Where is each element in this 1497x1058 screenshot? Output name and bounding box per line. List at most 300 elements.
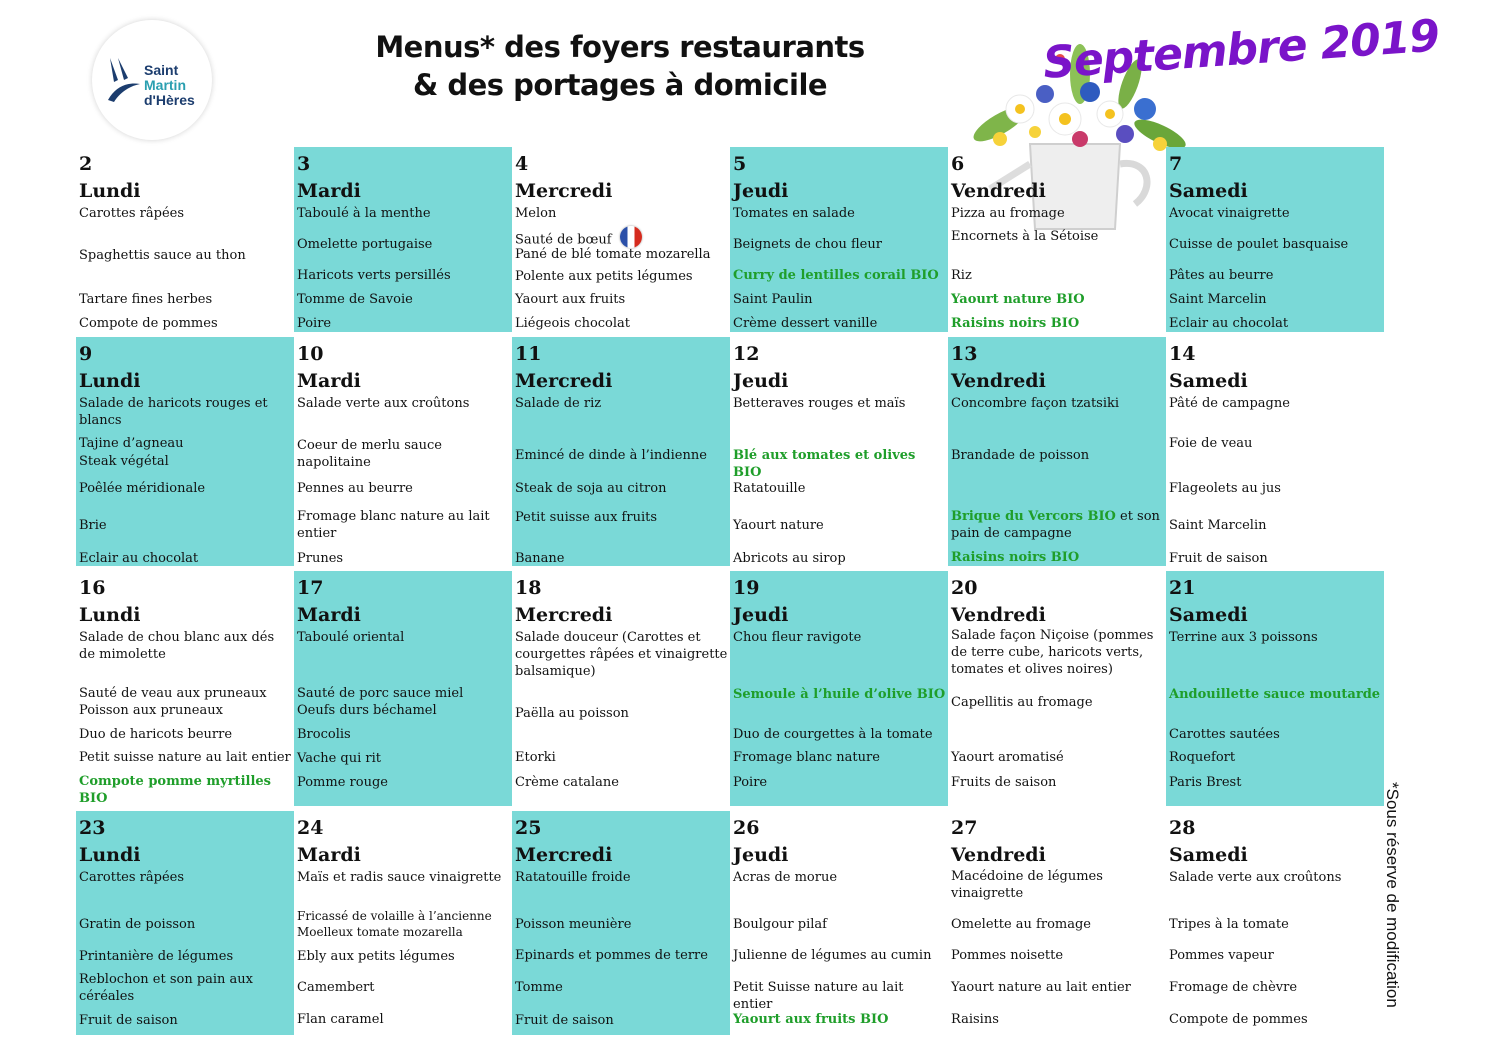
menu-item-text: Salade de haricots rouges et blancs	[79, 396, 268, 428]
menu-item	[1169, 435, 1382, 452]
day-cell	[294, 337, 512, 571]
menu-item-text: Boulgour pilaf	[733, 917, 827, 932]
menu-item	[297, 291, 510, 308]
menu-item-text: Carottes râpées	[79, 206, 185, 221]
menu-item-text: Curry de lentilles corail BIO	[733, 268, 939, 283]
day-name: Vendredi	[951, 604, 1046, 626]
day-cell	[948, 337, 1166, 571]
day-number: 25	[515, 817, 542, 839]
menu-item	[1169, 686, 1382, 703]
day-name: Vendredi	[951, 180, 1046, 202]
menu-item	[79, 773, 292, 807]
menu-item	[79, 517, 292, 534]
menu-item	[79, 453, 292, 470]
menu-item	[1169, 395, 1382, 412]
menu-item	[733, 686, 946, 703]
menu-item-text: Gratin de poisson	[79, 917, 196, 932]
menu-item	[297, 508, 510, 542]
logo-swoosh-icon	[106, 56, 142, 104]
day-cell	[76, 811, 294, 1040]
menu-item	[515, 550, 728, 567]
menu-item-text: Salade façon Niçoise (pommes de terre cube, haricots verts, tomates et olives noires)	[951, 628, 1154, 677]
menu-item	[951, 1011, 1164, 1028]
menu-item-text: Oeufs durs béchamel	[297, 703, 437, 718]
day-name: Lundi	[79, 370, 141, 392]
menu-item	[297, 685, 510, 702]
day-name: Samedi	[1169, 370, 1248, 392]
menu-item-text: Polente aux petits légumes	[515, 269, 693, 284]
day-number: 26	[733, 817, 760, 839]
menu-item-text: Epinards et pommes de terre	[515, 948, 708, 963]
menu-item-text: Saint Marcelin	[1169, 292, 1267, 307]
menu-item	[79, 480, 292, 497]
day-name: Samedi	[1169, 844, 1248, 866]
menu-item-text: Poire	[297, 316, 332, 331]
menu-item-text: Tartare fines herbes	[79, 292, 213, 307]
day-cell	[730, 811, 948, 1040]
disclaimer-note: *Sous réserve de modification	[1383, 782, 1402, 1008]
menu-item-text: Concombre façon tzatsiki	[951, 396, 1120, 411]
menu-item	[79, 685, 292, 702]
menu-item	[733, 979, 946, 1013]
menu-item-text: Brocolis	[297, 727, 351, 742]
menu-item	[733, 447, 946, 481]
day-name: Mercredi	[515, 844, 613, 866]
menu-item	[1169, 979, 1382, 996]
day-number: 24	[297, 817, 324, 839]
menu-item-text: Poire	[733, 775, 768, 790]
menu-item	[1169, 550, 1382, 567]
menu-item-text: Fruit de saison	[79, 1013, 178, 1028]
day-cell	[512, 571, 730, 811]
menu-item-text: Brique du Vercors BIO	[951, 509, 1116, 524]
day-cell	[294, 571, 512, 811]
menu-item-text: Flan caramel	[297, 1012, 384, 1027]
day-number: 10	[297, 343, 324, 365]
menu-item	[79, 315, 292, 332]
menu-item-text: Steak de soja au citron	[515, 481, 667, 496]
menu-item-text: Coeur de merlu sauce napolitaine	[297, 438, 442, 470]
menu-item	[79, 702, 292, 719]
menu-item	[1169, 480, 1382, 497]
day-name: Lundi	[79, 180, 141, 202]
day-number: 19	[733, 577, 760, 599]
menu-item-text: Foie de veau	[1169, 436, 1253, 451]
menu-item-text: Salade verte aux croûtons	[297, 396, 470, 411]
menu-item	[79, 971, 292, 1005]
menu-item-text: Compote pomme myrtilles BIO	[79, 774, 271, 806]
day-number: 7	[1169, 153, 1183, 175]
menu-item	[79, 629, 292, 663]
menu-item	[79, 550, 292, 567]
menu-item-text: Reblochon et son pain aux céréales	[79, 972, 254, 1004]
menu-item	[733, 267, 946, 284]
menu-item-text: Petit suisse nature au lait entier	[79, 750, 291, 765]
menu-item-text: Emincé de dinde à l’indienne	[515, 448, 707, 463]
menu-item-text: Betteraves rouges et maïs	[733, 396, 906, 411]
menu-item-text: Etorki	[515, 750, 556, 765]
menu-item	[297, 726, 510, 743]
menu-item-text: Raisins	[951, 1012, 999, 1027]
menu-item	[733, 291, 946, 308]
menu-item	[297, 550, 510, 567]
menu-item	[79, 916, 292, 933]
menu-item-text: Salade de chou blanc aux dés de mimolette	[79, 630, 275, 662]
menu-item	[1169, 267, 1382, 284]
menu-item-text: Tajine d’agneau	[79, 436, 184, 451]
day-number: 4	[515, 153, 529, 175]
menu-item-text: Crème catalane	[515, 775, 619, 790]
day-cell	[1166, 811, 1384, 1040]
menu-item-text: Poisson meunière	[515, 917, 632, 932]
day-number: 18	[515, 577, 542, 599]
menu-item-text: Duo de courgettes à la tomate	[733, 727, 933, 742]
menu-item-text: Carottes sautées	[1169, 727, 1280, 742]
menu-item	[515, 979, 728, 996]
day-name: Mardi	[297, 844, 361, 866]
menu-item-text: Fruits de saison	[951, 775, 1057, 790]
menu-item-text: Moelleux tomate mozarella	[297, 925, 463, 939]
menu-item	[297, 205, 510, 222]
menu-item-text: Paëlla au poisson	[515, 706, 629, 721]
menu-item-text: Sauté de porc sauce miel	[297, 686, 464, 701]
menu-item	[515, 774, 728, 791]
menu-item-text: Chou fleur ravigote	[733, 630, 862, 645]
menu-item-text: Macédoine de légumes vinaigrette	[951, 869, 1103, 901]
menu-item	[733, 315, 946, 332]
day-name: Samedi	[1169, 180, 1248, 202]
day-cell	[730, 337, 948, 571]
logo-line-1: Saint	[144, 62, 179, 78]
day-cell	[1166, 337, 1384, 571]
menu-item	[1169, 236, 1382, 253]
menu-item	[79, 435, 292, 452]
menu-item-text: Carottes râpées	[79, 870, 185, 885]
menu-item-text: Yaourt nature au lait entier	[951, 980, 1131, 995]
day-name: Jeudi	[733, 370, 789, 392]
menu-item-text: Salade douceur (Carottes et courgettes râpées et vinaigrette balsamique)	[515, 630, 728, 679]
day-number: 14	[1169, 343, 1196, 365]
menu-item	[515, 1012, 728, 1029]
menu-item	[733, 629, 946, 646]
menu-item	[79, 247, 292, 264]
menu-item	[951, 694, 1164, 711]
menu-item	[515, 869, 728, 886]
menu-item	[297, 236, 510, 253]
day-number: 12	[733, 343, 760, 365]
menu-item-text: Terrine aux 3 poissons	[1169, 630, 1318, 645]
menu-item	[515, 315, 728, 332]
menu-item-text: Raisins noirs BIO	[951, 316, 1080, 331]
menu-item	[79, 205, 292, 222]
menu-item-text: Haricots verts persillés	[297, 268, 451, 283]
menu-item	[515, 916, 728, 933]
menu-item-text: Ebly aux petits légumes	[297, 949, 455, 964]
day-name: Samedi	[1169, 604, 1248, 626]
day-name: Mardi	[297, 180, 361, 202]
menu-item-text: Ratatouille	[733, 481, 806, 496]
menu-item	[733, 916, 946, 933]
day-number: 23	[79, 817, 106, 839]
menu-item	[1169, 947, 1382, 964]
menu-item-text: Raisins noirs BIO	[951, 550, 1080, 565]
menu-item-text: Pommes noisette	[951, 948, 1064, 963]
menu-item	[515, 291, 728, 308]
logo-line-3: d'Hères	[144, 92, 195, 108]
menu-item	[1169, 291, 1382, 308]
menu-item	[297, 750, 510, 767]
menu-item-text: Eclair au chocolat	[79, 551, 199, 566]
menu-item-text: Pâtes au beurre	[1169, 268, 1274, 283]
menu-item-text: Pomme rouge	[297, 775, 388, 790]
menu-item-text: Roquefort	[1169, 750, 1236, 765]
menu-item-text: Yaourt aux fruits	[515, 292, 626, 307]
menu-item-text: Abricots au sirop	[733, 551, 846, 566]
menu-item	[297, 774, 510, 791]
logo-line-2: Martin	[144, 77, 186, 93]
day-name: Vendredi	[951, 370, 1046, 392]
page-title	[330, 28, 910, 104]
menu-item-text: Yaourt aux fruits BIO	[733, 1012, 889, 1027]
menu-item-text: Pennes au beurre	[297, 481, 413, 496]
menu-item	[951, 774, 1164, 791]
day-name: Mercredi	[515, 180, 613, 202]
day-number: 20	[951, 577, 978, 599]
day-number: 6	[951, 153, 965, 175]
day-cell	[1166, 571, 1384, 811]
menu-item-text: Fromage de chèvre	[1169, 980, 1298, 995]
menu-item-text: Sauté de veau aux pruneaux	[79, 686, 267, 701]
menu-item-text: Banane	[515, 551, 565, 566]
menu-item	[951, 228, 1164, 245]
menu-item-text: Fromage blanc nature au lait entier	[297, 509, 490, 541]
menu-item-text: Yaourt nature	[733, 518, 824, 533]
menu-item-text: Taboulé à la menthe	[297, 206, 431, 221]
menu-item	[515, 947, 728, 964]
menu-item-text: Crème dessert vanille	[733, 316, 878, 331]
menu-item	[297, 315, 510, 332]
menu-item-text: Cuisse de poulet basquaise	[1169, 237, 1349, 252]
menu-item-text: Ratatouille froide	[515, 870, 631, 885]
menu-item	[297, 869, 510, 886]
day-cell	[948, 147, 1166, 337]
menu-item-text: Capellitis au fromage	[951, 695, 1093, 710]
menu-item	[951, 447, 1164, 464]
menu-item-text: Saint Marcelin	[1169, 518, 1267, 533]
menu-item	[951, 549, 1164, 566]
day-number: 17	[297, 577, 324, 599]
menu-item	[297, 909, 510, 924]
menu-item	[733, 869, 946, 886]
menu-item	[951, 947, 1164, 964]
day-cell	[76, 571, 294, 811]
day-cell	[512, 337, 730, 571]
menu-item	[1169, 629, 1382, 646]
menu-item-text: Petit suisse aux fruits	[515, 510, 658, 525]
menu-item-text: Fricassé de volaille à l’ancienne	[297, 909, 492, 923]
menu-item-text: Tomates en salade	[733, 206, 855, 221]
menu-item-text: Steak végétal	[79, 454, 169, 469]
menu-item	[733, 480, 946, 497]
day-cell	[512, 811, 730, 1040]
menu-item-text: Fromage blanc nature	[733, 750, 880, 765]
day-name: Lundi	[79, 844, 141, 866]
menu-item	[733, 517, 946, 534]
menu-item	[297, 629, 510, 646]
menu-item	[297, 267, 510, 284]
menu-item-text: Salade de riz	[515, 396, 602, 411]
menu-item-text: Saint Paulin	[733, 292, 813, 307]
menu-item	[515, 480, 728, 497]
menu-item-text: Tripes à la tomate	[1169, 917, 1289, 932]
menu-item	[1169, 205, 1382, 222]
menu-item	[733, 726, 946, 743]
menu-item	[951, 979, 1164, 996]
menu-item-text: Compote de pommes	[79, 316, 218, 331]
menu-item-text: Yaourt nature BIO	[951, 292, 1085, 307]
menu-item	[951, 749, 1164, 766]
menu-item-text: Pané de blé tomate mozarella	[515, 247, 711, 262]
day-name: Jeudi	[733, 844, 789, 866]
menu-item-text: Liégeois chocolat	[515, 316, 631, 331]
menu-item-text: Poêlée méridionale	[79, 481, 206, 496]
day-number: 21	[1169, 577, 1196, 599]
menu-item	[515, 749, 728, 766]
day-name: Jeudi	[733, 180, 789, 202]
menu-item-text: Duo de haricots beurre	[79, 727, 233, 742]
day-cell	[294, 811, 512, 1040]
menu-item-text: Printanière de légumes	[79, 949, 234, 964]
menu-item	[79, 291, 292, 308]
menu-item	[951, 315, 1164, 332]
menu-item	[515, 395, 728, 412]
menu-item-text: Pommes vapeur	[1169, 948, 1274, 963]
menu-item-text: Petit Suisse nature au lait entier	[733, 980, 904, 1012]
menu-item	[733, 236, 946, 253]
menu-item	[1169, 916, 1382, 933]
menu-item	[1169, 774, 1382, 791]
menu-item	[297, 702, 510, 719]
french-flag-icon	[620, 226, 642, 248]
menu-item-text: Sauté de bœuf	[515, 232, 612, 248]
menu-item	[733, 550, 946, 567]
menu-item-text: Encornets à la Sétoise	[951, 229, 1099, 244]
menu-item	[79, 1012, 292, 1029]
day-name: Lundi	[79, 604, 141, 626]
menu-item-text: Prunes	[297, 551, 344, 566]
day-number: 28	[1169, 817, 1196, 839]
day-number: 11	[515, 343, 542, 365]
menu-item-text: Vache qui rit	[297, 751, 382, 766]
menu-item-text: Salade verte aux croûtons	[1169, 870, 1342, 885]
menu-item-text: Semoule à l’huile d’olive BIO	[733, 687, 946, 702]
day-name: Mercredi	[515, 604, 613, 626]
menu-item-text: Omelette au fromage	[951, 917, 1092, 932]
menu-item-text: Camembert	[297, 980, 375, 995]
day-cell	[948, 811, 1166, 1040]
menu-item-text: Flageolets au jus	[1169, 481, 1281, 496]
menu-item-text: Acras de morue	[733, 870, 838, 885]
menu-item	[79, 948, 292, 965]
day-cell	[512, 147, 730, 337]
menu-item-text: Paris Brest	[1169, 775, 1242, 790]
menu-item-text: Maïs et radis sauce vinaigrette	[297, 870, 502, 885]
menu-item	[733, 395, 946, 412]
menu-item	[79, 869, 292, 886]
menu-item	[515, 205, 728, 222]
day-cell	[730, 147, 948, 337]
menu-item	[515, 246, 728, 263]
menu-item	[515, 268, 728, 285]
menu-item-text: Riz	[951, 268, 972, 283]
menu-item	[297, 395, 510, 412]
day-name: Vendredi	[951, 844, 1046, 866]
day-number: 9	[79, 343, 93, 365]
menu-item	[951, 627, 1164, 678]
menu-item	[733, 1011, 946, 1028]
menu-item-text: Eclair au chocolat	[1169, 316, 1289, 331]
menu-item	[733, 205, 946, 222]
day-name: Jeudi	[733, 604, 789, 626]
menu-item	[1169, 517, 1382, 534]
menu-item	[79, 395, 292, 429]
menu-item	[297, 948, 510, 965]
day-number: 2	[79, 153, 93, 175]
day-cell	[1166, 147, 1384, 337]
menu-item	[515, 509, 728, 526]
menu-item-text: Yaourt aromatisé	[951, 750, 1064, 765]
menu-item-text: Spaghettis sauce au thon	[79, 248, 246, 263]
menu-item	[951, 205, 1164, 222]
menu-item	[951, 916, 1164, 933]
menu-item	[733, 749, 946, 766]
menu-item	[79, 726, 292, 743]
day-number: 27	[951, 817, 978, 839]
menu-item-text-tail: et son pain de campagne	[951, 509, 1160, 541]
menu-item-text: Brandade de poisson	[951, 448, 1090, 463]
menu-item	[297, 437, 510, 471]
menu-item	[297, 1011, 510, 1028]
menu-item	[733, 947, 946, 964]
menu-item	[297, 480, 510, 497]
menu-item-text: Fruit de saison	[1169, 551, 1268, 566]
month-label: Septembre 2019	[1041, 10, 1441, 89]
menu-item-text: Julienne de légumes au cumin	[733, 948, 932, 963]
day-cell	[948, 571, 1166, 811]
title-line-2: & des portages à domicile	[412, 68, 828, 102]
menu-item-text: Andouillette sauce moutarde	[1169, 687, 1381, 702]
menu-item	[1169, 749, 1382, 766]
day-number: 5	[733, 153, 747, 175]
menu-item-text: Omelette portugaise	[297, 237, 433, 252]
menu-item	[951, 868, 1164, 902]
menu-item	[297, 979, 510, 996]
day-name: Mardi	[297, 370, 361, 392]
menu-item	[951, 291, 1164, 308]
title-line-1: Menus* des foyers restaurants	[375, 30, 865, 64]
day-cell	[76, 337, 294, 571]
menu-item-text: Taboulé oriental	[297, 630, 405, 645]
menu-item	[515, 705, 728, 722]
menu-item-text: Melon	[515, 206, 557, 221]
menu-item-text: Fruit de saison	[515, 1013, 614, 1028]
menu-item-text: Brie	[79, 518, 107, 533]
menu-item	[1169, 1011, 1382, 1028]
day-number: 3	[297, 153, 311, 175]
day-name: Mardi	[297, 604, 361, 626]
menu-item-text: Tomme	[515, 980, 563, 995]
day-number: 16	[79, 577, 106, 599]
